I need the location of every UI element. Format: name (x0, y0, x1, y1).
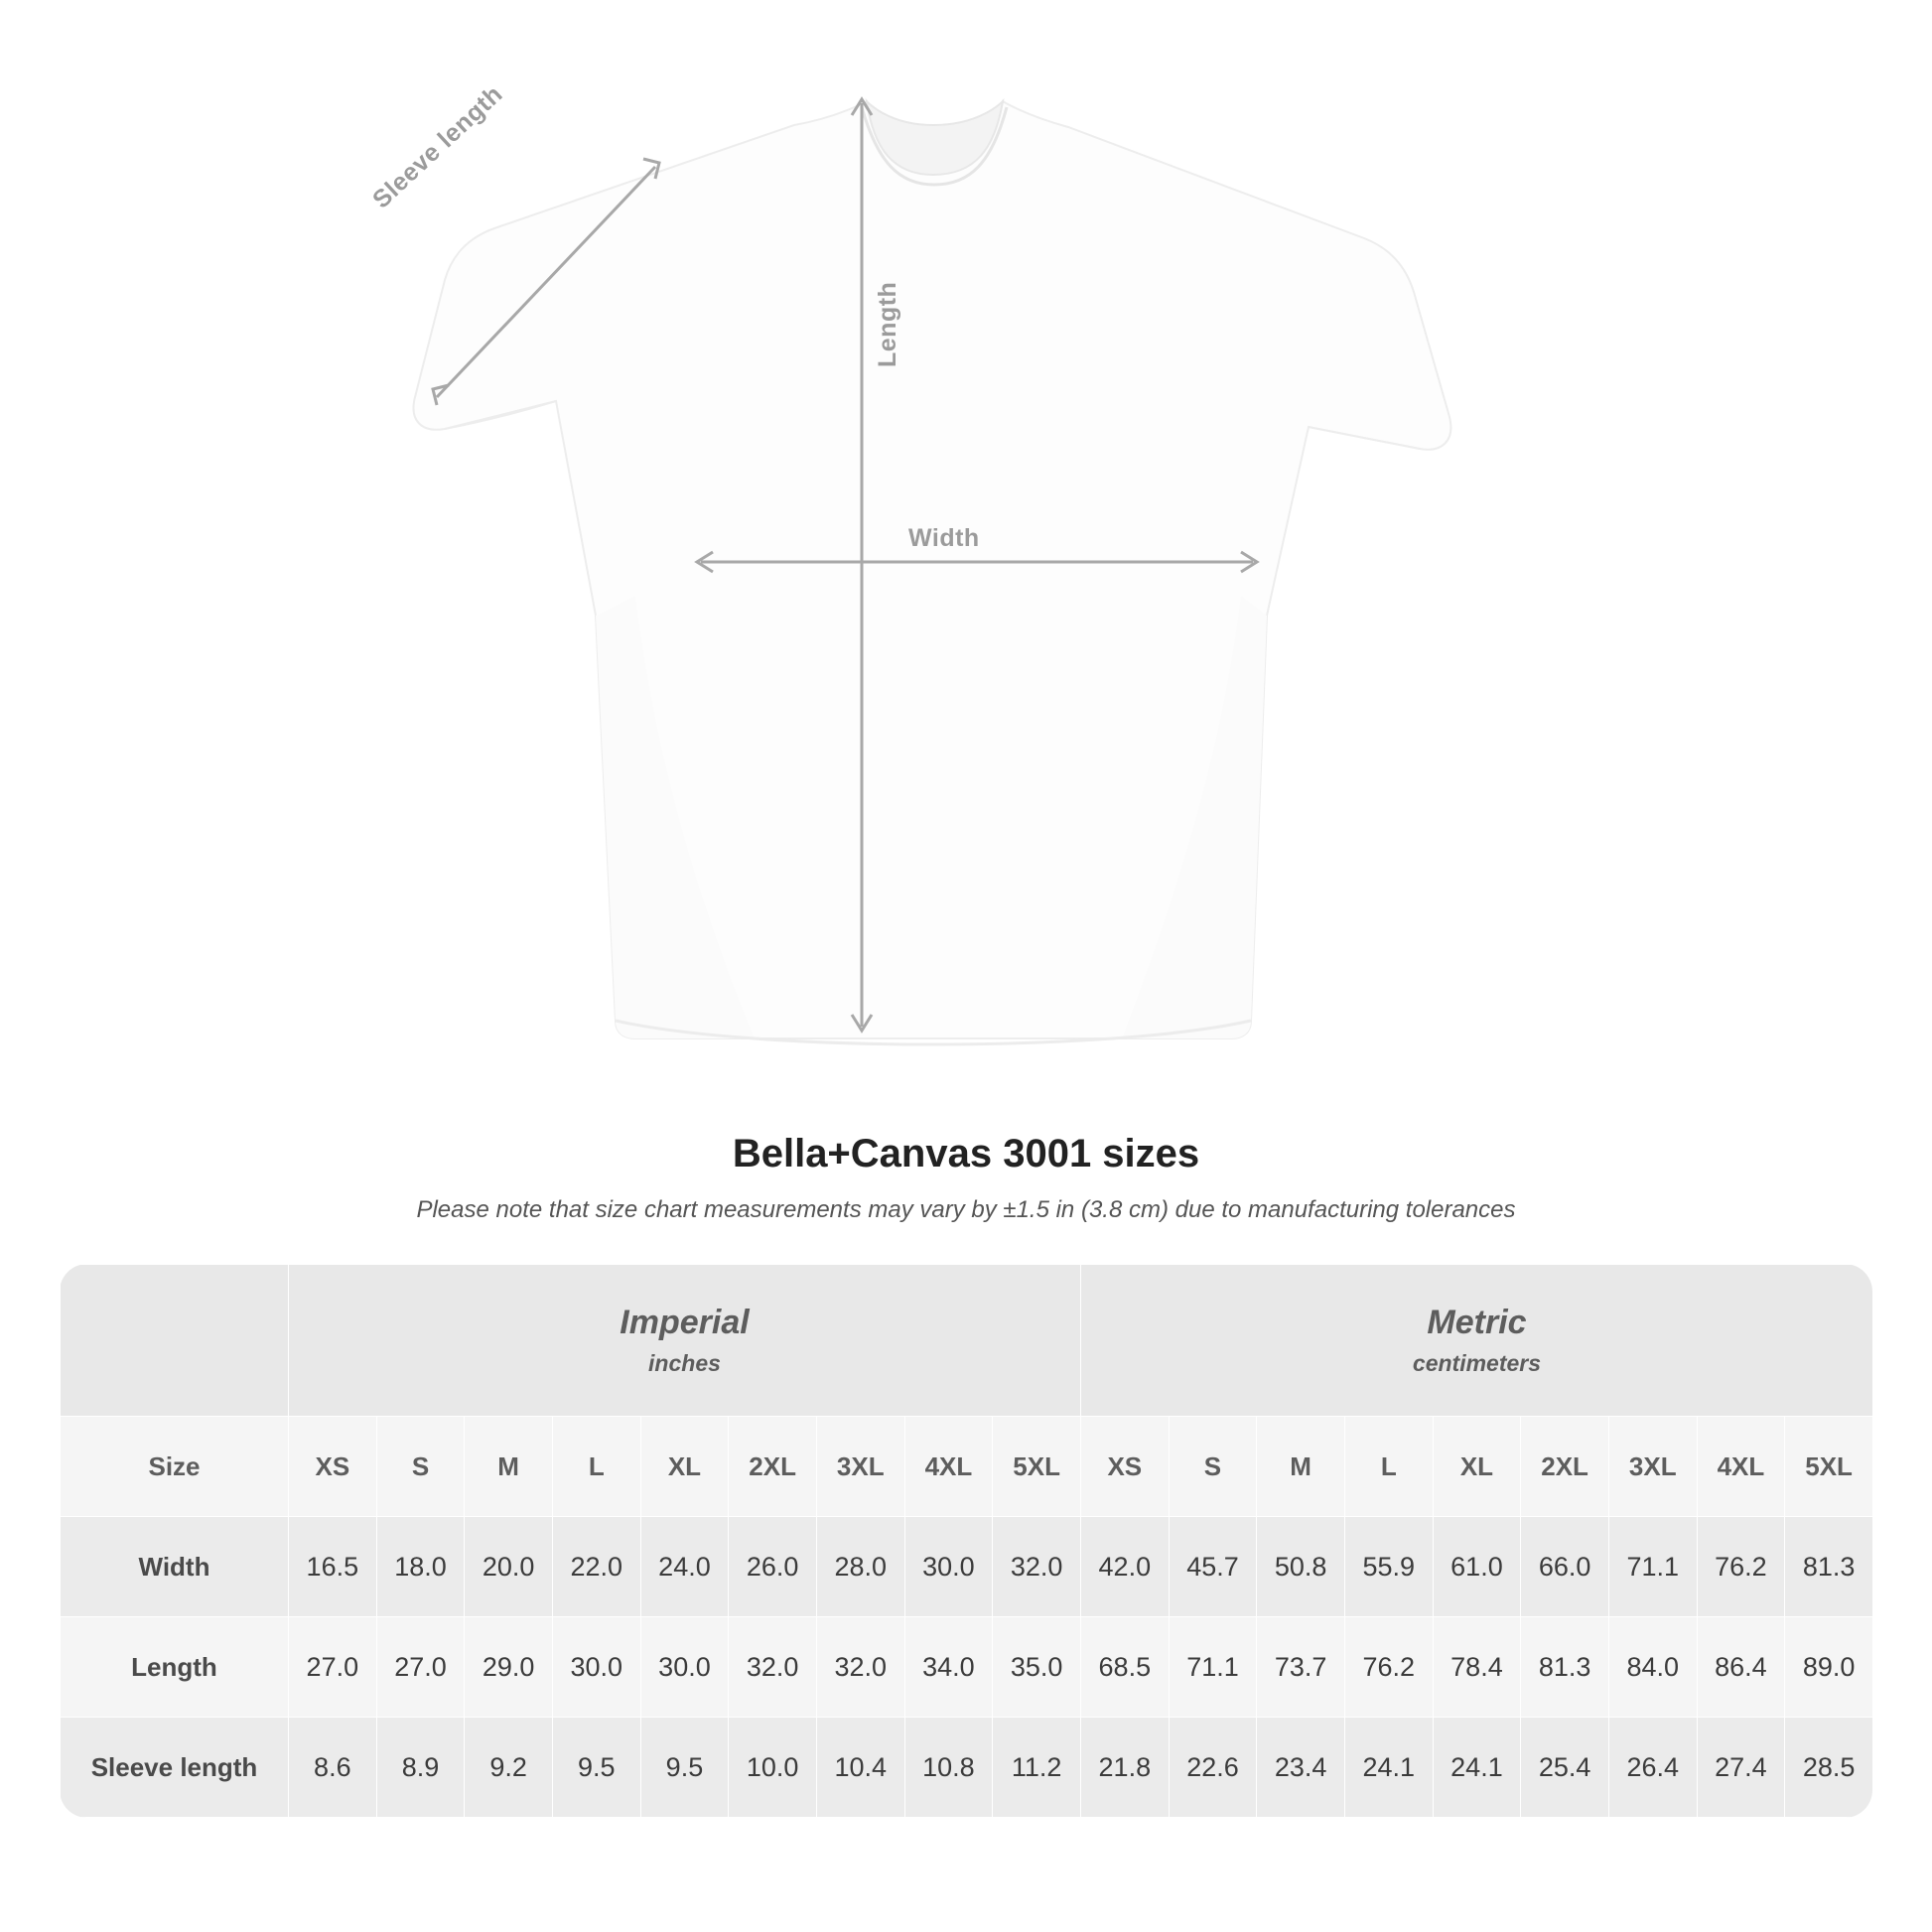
length-dimension-label: Length (874, 281, 901, 367)
measurement-cell: 86.4 (1697, 1617, 1785, 1718)
size-header-cell: XL (640, 1417, 729, 1517)
measurement-cell: 26.0 (729, 1517, 817, 1617)
size-header-cell: M (465, 1417, 553, 1517)
measurement-cell: 50.8 (1257, 1517, 1345, 1617)
measurement-cell: 28.5 (1785, 1718, 1872, 1818)
size-header-cell: 3XL (816, 1417, 904, 1517)
measurement-cell: 81.3 (1521, 1617, 1609, 1718)
size-header-cell: L (552, 1417, 640, 1517)
measurement-cell: 25.4 (1521, 1718, 1609, 1818)
measurement-cell: 26.4 (1608, 1718, 1697, 1818)
measurement-cell: 24.0 (640, 1517, 729, 1617)
width-dimension-label: Width (908, 524, 980, 552)
measurement-cell: 10.0 (729, 1718, 817, 1818)
measurement-cell: 9.5 (640, 1718, 729, 1818)
size-table-wrapper (60, 1264, 1872, 1818)
table-corner-cell (61, 1265, 289, 1417)
measurement-cell: 30.0 (904, 1517, 993, 1617)
sleeve-length-dimension-label: Sleeve length (367, 79, 508, 214)
measurement-cell: 30.0 (640, 1617, 729, 1718)
table-row (61, 1617, 1873, 1718)
size-row-label: Size (61, 1417, 289, 1517)
unit-system-label: Metric (1427, 1303, 1527, 1341)
measurement-cell: 9.2 (465, 1718, 553, 1818)
measurement-cell: 61.0 (1433, 1517, 1521, 1617)
measurement-cell: 27.4 (1697, 1718, 1785, 1818)
measurement-cell: 27.0 (289, 1617, 377, 1718)
size-header-cell: 2XL (1521, 1417, 1609, 1517)
measurement-cell: 30.0 (552, 1617, 640, 1718)
size-header-cell: 3XL (1608, 1417, 1697, 1517)
measurement-cell: 45.7 (1169, 1517, 1257, 1617)
measurement-cell: 34.0 (904, 1617, 993, 1718)
table-row (61, 1718, 1873, 1818)
measurement-cell: 24.1 (1344, 1718, 1433, 1818)
unit-header-metric (1080, 1265, 1872, 1417)
measurement-cell: 42.0 (1080, 1517, 1169, 1617)
measurement-cell: 8.6 (289, 1718, 377, 1818)
size-header-cell: 2XL (729, 1417, 817, 1517)
measurement-row-label: Length (61, 1617, 289, 1718)
measurement-cell: 22.0 (552, 1517, 640, 1617)
size-header-cell: XS (289, 1417, 377, 1517)
measurement-cell: 71.1 (1608, 1517, 1697, 1617)
measurement-cell: 27.0 (376, 1617, 465, 1718)
measurement-cell: 68.5 (1080, 1617, 1169, 1718)
measurement-row-label: Sleeve length (61, 1718, 289, 1818)
size-table-body (61, 1517, 1873, 1818)
size-header-row (61, 1417, 1873, 1517)
measurement-cell: 9.5 (552, 1718, 640, 1818)
unit-system-label: Imperial (620, 1303, 750, 1341)
page-title: Bella+Canvas 3001 sizes (732, 1132, 1200, 1175)
measurement-cell: 16.5 (289, 1517, 377, 1617)
tolerance-note: Please note that size chart measurements may vary by ±1.5 in (3.8 cm) due to manufacturing tolerances (416, 1196, 1516, 1223)
measurement-cell: 10.4 (816, 1718, 904, 1818)
unit-header-imperial (289, 1265, 1081, 1417)
unit-header-row (61, 1265, 1873, 1417)
size-header-cell: S (1169, 1417, 1257, 1517)
measurement-row-label: Width (61, 1517, 289, 1617)
measurement-cell: 73.7 (1257, 1617, 1345, 1718)
measurement-cell: 76.2 (1344, 1617, 1433, 1718)
size-header-cell: S (376, 1417, 465, 1517)
measurement-cell: 8.9 (376, 1718, 465, 1818)
size-header-cell: M (1257, 1417, 1345, 1517)
measurement-cell: 32.0 (816, 1617, 904, 1718)
unit-sub-label: inches (648, 1350, 721, 1377)
measurement-cell: 11.2 (993, 1718, 1081, 1818)
measurement-cell: 55.9 (1344, 1517, 1433, 1617)
measurement-cell: 29.0 (465, 1617, 553, 1718)
size-header-cell: L (1344, 1417, 1433, 1517)
measurement-cell: 21.8 (1080, 1718, 1169, 1818)
size-header-cell: 5XL (1785, 1417, 1872, 1517)
measurement-cell: 20.0 (465, 1517, 553, 1617)
size-header-cell: 4XL (1697, 1417, 1785, 1517)
measurement-cell: 32.0 (729, 1617, 817, 1718)
measurement-cell: 78.4 (1433, 1617, 1521, 1718)
size-header-cell: 4XL (904, 1417, 993, 1517)
measurement-cell: 28.0 (816, 1517, 904, 1617)
table-row (61, 1517, 1873, 1617)
unit-sub-label: centimeters (1412, 1350, 1542, 1377)
heading-block (0, 1132, 1932, 1224)
measurement-cell: 66.0 (1521, 1517, 1609, 1617)
measurement-cell: 23.4 (1257, 1718, 1345, 1818)
measurement-cell: 22.6 (1169, 1718, 1257, 1818)
measurement-cell: 84.0 (1608, 1617, 1697, 1718)
measurement-cell: 32.0 (993, 1517, 1081, 1617)
measurement-cell: 24.1 (1433, 1718, 1521, 1818)
measurement-cell: 81.3 (1785, 1517, 1872, 1617)
measurement-cell: 18.0 (376, 1517, 465, 1617)
size-header-cell: XS (1080, 1417, 1169, 1517)
size-header-cell: 5XL (993, 1417, 1081, 1517)
measurement-cell: 35.0 (993, 1617, 1081, 1718)
size-header-cell: XL (1433, 1417, 1521, 1517)
measurement-cell: 89.0 (1785, 1617, 1872, 1718)
size-table (60, 1264, 1872, 1818)
measurement-cell: 71.1 (1169, 1617, 1257, 1718)
measurement-cell: 10.8 (904, 1718, 993, 1818)
measurement-cell: 76.2 (1697, 1517, 1785, 1617)
